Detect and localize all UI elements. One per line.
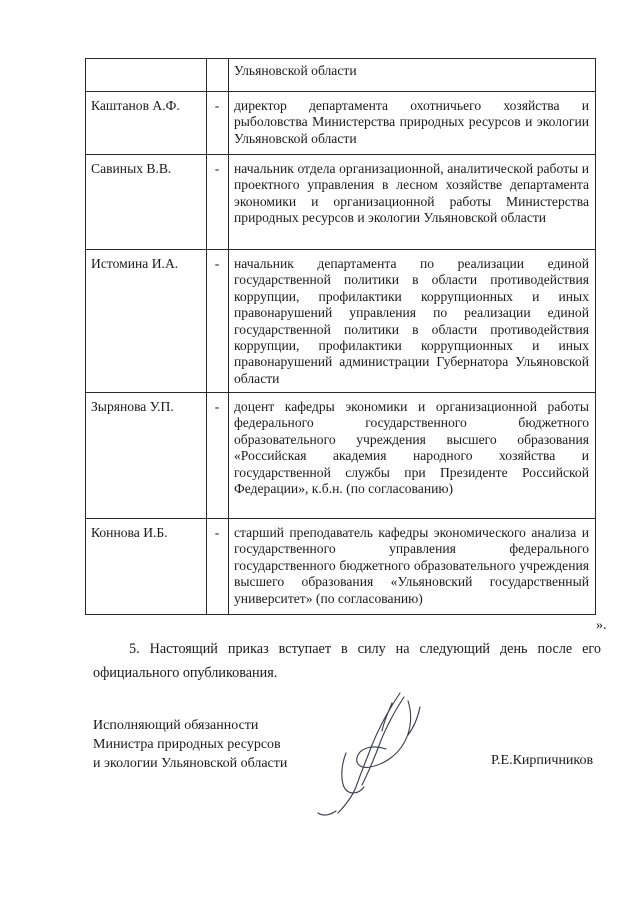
member-position: Ульяновской области <box>229 59 596 92</box>
member-name: Коннова И.Б. <box>86 519 207 615</box>
signer-title-block <box>93 716 287 773</box>
clause-5-paragraph: 5. Настоящий приказ вступает в силу на следующий день после его официального опубликования. <box>93 641 601 681</box>
dash-separator: - <box>207 155 229 250</box>
member-name: Савиных В.В. <box>86 155 207 250</box>
member-name: Зырянова У.П. <box>86 393 207 519</box>
member-name <box>86 59 207 92</box>
dash-separator: - <box>207 393 229 519</box>
dash-separator: - <box>207 519 229 615</box>
member-name: Каштанов А.Ф. <box>86 92 207 155</box>
member-position: начальник департамента по реализации единой государственной политики в области противодействия коррупции, профилактики коррупционных и иных правонарушений управления по реализации единой государственной политики в области противодействия коррупции, профилактики коррупционных и иных правонарушений администрации Губернатора Ульяновской области <box>229 250 596 393</box>
member-position: директор департамента охотничьего хозяйства и рыболовства Министерства природных ресурсов и экологии Ульяновской области <box>229 92 596 155</box>
table-row <box>86 393 596 519</box>
closing-quote: ». <box>596 618 607 633</box>
handwritten-signature-icon <box>300 683 450 823</box>
member-name: Истомина И.А. <box>86 250 207 393</box>
table-row <box>86 92 596 155</box>
member-position: доцент кафедры экономики и организационной работы федерального государственного бюджетного образовательного учреждения высшего образования «Российская академия народного хозяйства и государственной службы при Президенте Российской Федерации», к.б.н. (по согласованию) <box>229 393 596 519</box>
table-row <box>86 59 596 92</box>
dash-separator: - <box>207 92 229 155</box>
signer-title-line: и экологии Ульяновской области <box>93 756 288 771</box>
signer-title-line: Министра природных ресурсов <box>93 737 281 752</box>
signer-name: Р.Е.Кирпичников <box>491 753 594 768</box>
table-row <box>86 519 596 615</box>
table-row <box>86 155 596 250</box>
commission-members-table <box>85 58 596 615</box>
signer-title-line: Исполняющий обязанности <box>93 718 259 733</box>
dash-separator <box>207 59 229 92</box>
member-position: начальник отдела организационной, аналитической работы и проектного управления в лесном хозяйстве департамента экономики и организационной работы Министерства природных ресурсов и экологии Ульяновской области <box>229 155 596 250</box>
dash-separator: - <box>207 250 229 393</box>
table-row <box>86 250 596 393</box>
member-position: старший преподаватель кафедры экономического анализа и государственного управления федерального государственного бюджетного образовательного учреждения высшего образования «Ульяновский государственный университет» (по согласованию) <box>229 519 596 615</box>
